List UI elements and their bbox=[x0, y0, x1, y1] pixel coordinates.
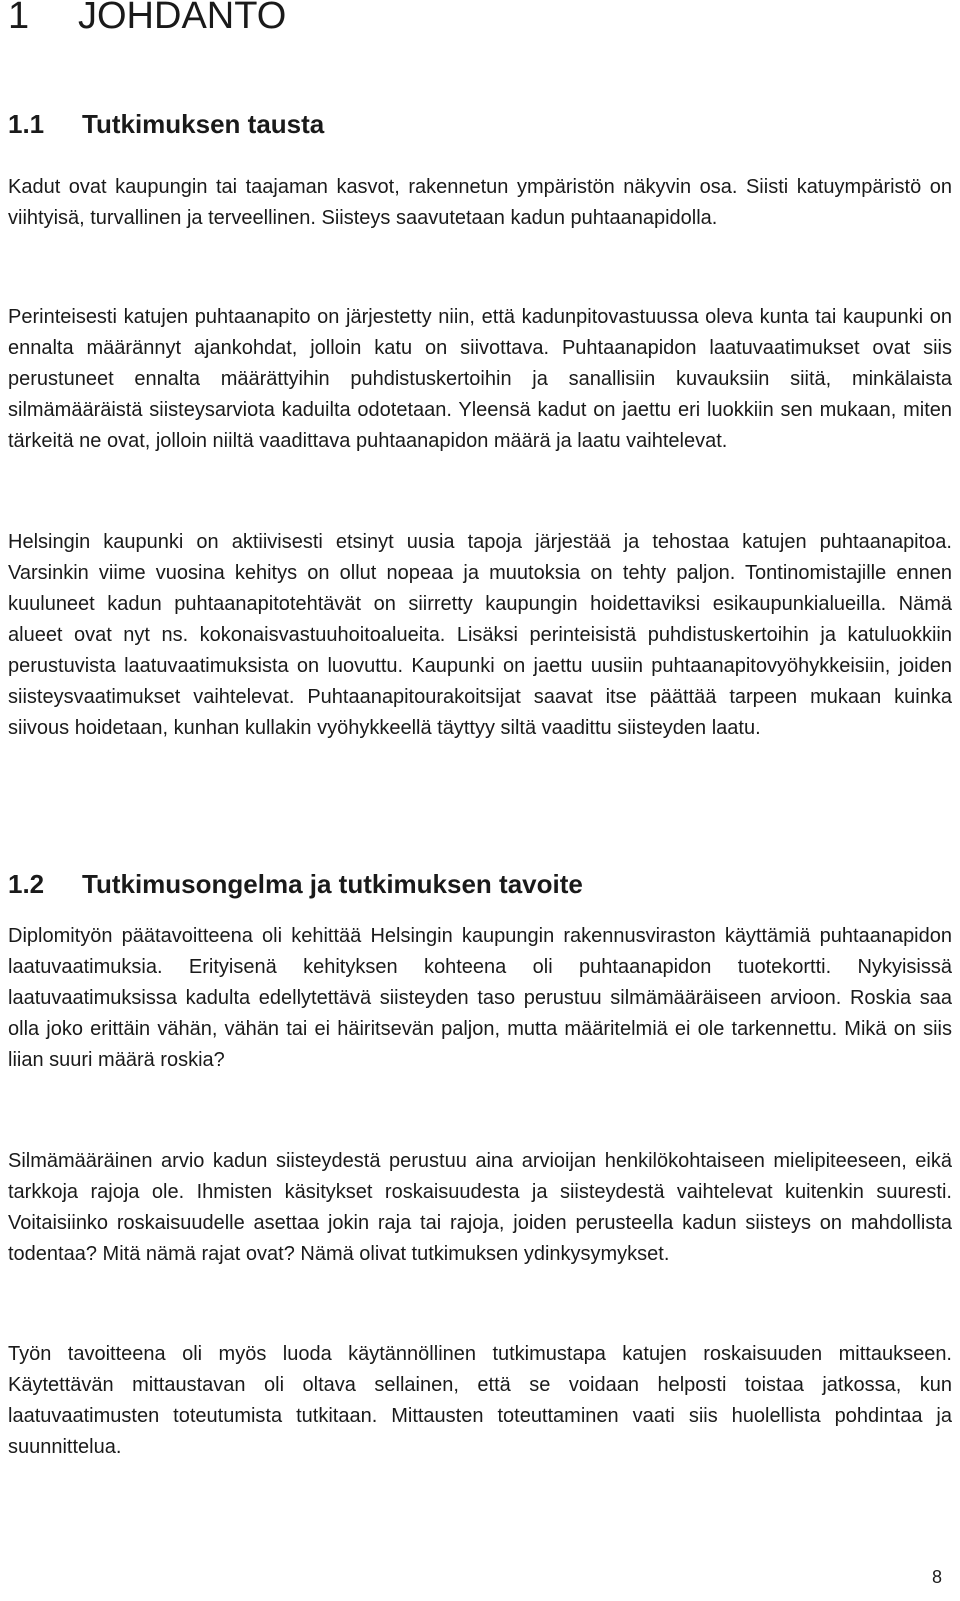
paragraph: Perinteisesti katujen puhtaanapito on järjestetty niin, että kadunpitovastuussa oleva kunta tai kaupunki on ennalta määrännyt ajankohdat, jolloin katu on siivottava. Puhtaanapidon laatuvaatimukset ovat siis perustuneet ennalta määrättyihin puhdistuskertoihin ja sanallisiin kuvauksiin siitä, minkälaista silmämääräistä siisteysarviota kaduilta odotetaan. Yleensä kadut on jaettu eri luokkiin sen mukaan, miten tärkeitä ne ovat, jolloin niiltä vaadittava puhtaanapidon määrä ja laatu vaihtelevat. bbox=[8, 306, 952, 452]
paragraph: Työn tavoitteena oli myös luoda käytännöllinen tutkimustapa katujen roskaisuuden mittaukseen. Käytettävän mittaustavan oli oltava sellainen, että se voidaan helposti toistaa jatkossa, kun laatuvaatimusten toteutumista tutkitaan. Mittausten toteuttaminen vaati siis huolellista pohdintaa ja suunnittelua. bbox=[8, 1343, 952, 1458]
paragraph: Diplomityön päätavoitteena oli kehittää Helsingin kaupungin rakennusviraston käyttämiä puhtaanapidon laatuvaatimuksia. Erityisenä kehityksen kohteena oli puhtaanapidon tuotekortti. Nykyisissä laatuvaatimuksissa kadulta edellytettävä siisteyden taso perustuu silmämääräiseen arvioon. Roskia saa olla joko erittäin vähän, vähän tai ei häiritsevän paljon, mutta määritelmiä ei ole tarkennettu. Mikä on siis liian suuri määrä roskia? bbox=[8, 925, 952, 1071]
section-heading-1-2 bbox=[8, 868, 583, 900]
section-number: 1.1 bbox=[8, 109, 45, 139]
section-heading-1-1 bbox=[8, 108, 324, 140]
paragraph: Kadut ovat kaupungin tai taajaman kasvot, rakennetun ympäristön näkyvin osa. Siisti katuympäristö on viihtyisä, turvallinen ja terveellinen. Siisteys saavutetaan kadun puhtaanapidolla. bbox=[8, 176, 952, 229]
paragraph: Silmämääräinen arvio kadun siisteydestä perustuu aina arvioijan henkilökohtaiseen mielipiteeseen, eikä tarkkoja rajoja ole. Ihmisten käsitykset roskaisuudesta ja siisteydestä vaihtelevat kuitenkin suuresti. Voitaisiinko roskaisuudelle asettaa jokin raja tai rajoja, joiden perusteella kadun siisteys on mahdollista todentaa? Mitä nämä rajat ovat? Nämä olivat tutkimuksen ydinkysymykset. bbox=[8, 1150, 952, 1265]
page-number: 8 bbox=[931, 1567, 942, 1587]
section-number: 1.2 bbox=[8, 869, 45, 899]
section-title: Tutkimusongelma ja tutkimuksen tavoite bbox=[82, 869, 583, 899]
paragraph: Helsingin kaupunki on aktiivisesti etsinyt uusia tapoja järjestää ja tehostaa katujen puhtaanapitoa. Varsinkin viime vuosina kehitys on ollut nopeaa ja muutoksia on tehty paljon. Tontinomistajille ennen kuuluneet kadun puhtaanapitotehtävät on siirretty kaupungin hoidettaviksi esikaupunkialueilla. Nämä alueet ovat nyt ns. kokonaisvastuuhoitoalueita. Lisäksi perinteisistä puhdistuskertoihin ja katuluokkiin perustuvista laatuvaatimuksista on luovuttu. Kaupunki on jaettu uusiin puhtaanapitovyöhykkeisiin, joiden siisteysvaatimukset vaihtelevat. Puhtaanapitourakoitsijat saavat itse päättää tarpeen mukaan kuinka siivous hoidetaan, kunhan kullakin vyöhykkeellä täyttyy siltä vaadittu siisteyden laatu. bbox=[8, 531, 952, 739]
chapter-title: JOHDANTO bbox=[78, 0, 287, 37]
chapter-number: 1 bbox=[8, 0, 30, 37]
section-title: Tutkimuksen tausta bbox=[82, 109, 325, 139]
chapter-heading bbox=[8, 0, 286, 38]
